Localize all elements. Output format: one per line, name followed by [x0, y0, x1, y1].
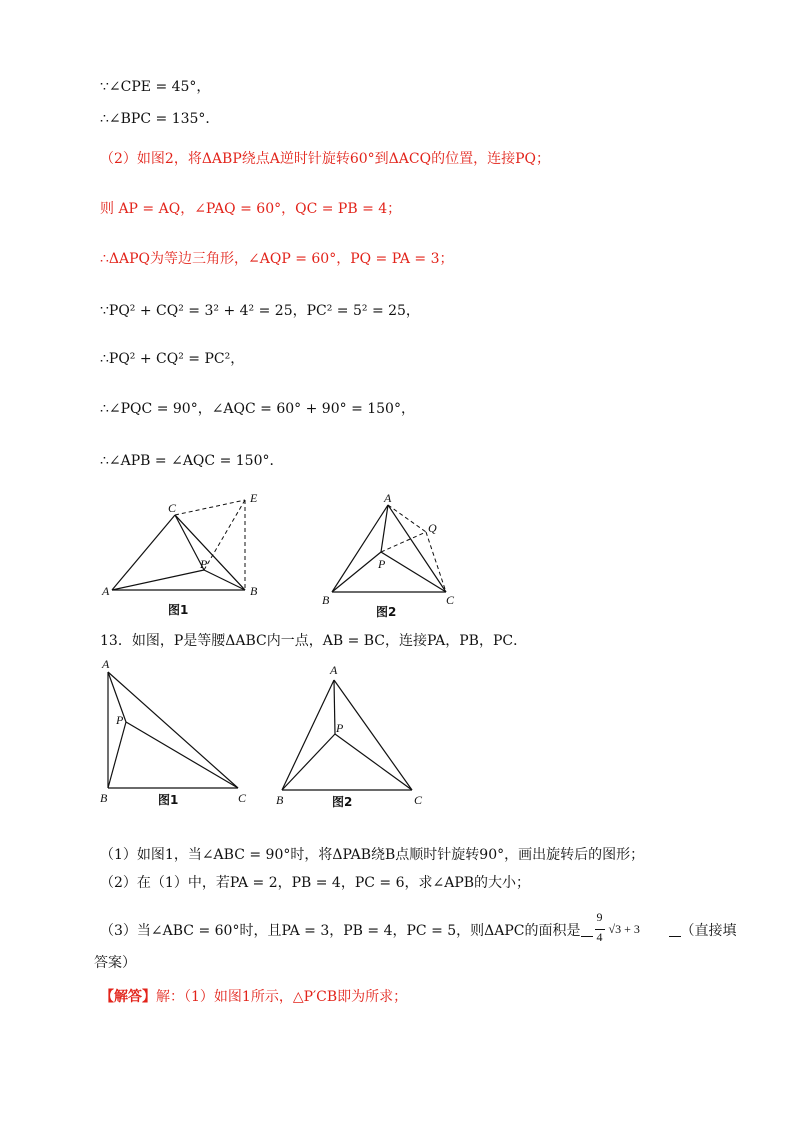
figure-caption: 图1 — [158, 793, 179, 806]
label-a: A — [384, 491, 392, 505]
label-c: C — [414, 793, 423, 807]
answer-blank-right — [669, 924, 681, 937]
line-part2-intro: （2）如图2，将ΔABP绕点A逆时针旋转60°到ΔACQ的位置，连接PQ； — [100, 151, 550, 167]
question-13-part3-text: （3）当∠ABC = 60°时，且PA = 3，PB = 4，PC = 5，则ΔAPC的面积是 — [100, 923, 581, 939]
label-b: B — [276, 793, 284, 807]
fraction-denominator: 4 — [596, 930, 603, 944]
line-cpe: ∵∠CPE = 45°， — [100, 79, 211, 95]
label-b: B — [322, 593, 330, 607]
question-13-part1: （1）如图1，当∠ABC = 90°时，将ΔPAB绕B点顺时针旋转90°，画出旋转后的图形； — [100, 847, 645, 863]
label-c: C — [446, 593, 455, 607]
label-a: A — [102, 657, 110, 671]
label-p: P — [116, 713, 124, 727]
question-13-part2: （2）在（1）中，若PA = 2，PB = 4，PC = 6，求∠APB的大小； — [100, 875, 531, 891]
answer-text: 解：（1）如图1所示，△P′CB即为所求； — [156, 989, 408, 1005]
label-a: A — [330, 663, 338, 677]
label-q: Q — [428, 521, 437, 535]
line-part2-equal: 则 AP = AQ，∠PAQ = 60°，QC = PB = 4； — [100, 201, 402, 217]
label-c: C — [238, 791, 247, 805]
fraction-rest: √3 + 3 — [608, 922, 640, 936]
line-bpc: ∴∠BPC = 135°． — [100, 111, 220, 127]
line-part2-angles: ∴∠PQC = 90°，∠AQC = 60° + 90° = 150°， — [100, 401, 415, 417]
label-e: E — [250, 491, 258, 505]
question-13-part3 — [100, 910, 737, 944]
line-part2-squares: ∵PQ² + CQ² = 3² + 4² = 25，PC² = 5² = 25， — [100, 303, 420, 319]
question-13: 13．如图，P是等腰ΔABC内一点，AB = BC，连接PA，PB，PC． — [100, 633, 528, 649]
answer-tag: 【解答】 — [100, 989, 156, 1005]
label-b: B — [250, 584, 258, 598]
label-c: C — [168, 501, 177, 515]
answer-fraction — [593, 910, 640, 944]
figure-caption: 图2 — [376, 605, 397, 619]
line-part2-pythagoras: ∴PQ² + CQ² = PC²， — [100, 351, 245, 367]
figure-2-top — [318, 490, 468, 624]
question-13-part3-suffix: （直接填 — [680, 923, 737, 939]
line-part2-equilateral: ∴ΔAPQ为等边三角形，∠AQP = 60°，PQ = PA = 3； — [100, 251, 454, 267]
label-p: P — [378, 557, 386, 571]
label-p: P — [200, 557, 208, 571]
label-p: P — [336, 721, 344, 735]
question-13-part3-cont: 答案） — [94, 955, 136, 971]
answer-blank-left — [581, 924, 593, 937]
label-b: B — [100, 791, 108, 805]
line-part2-result: ∴∠APB = ∠AQC = 150°． — [100, 453, 284, 469]
figure-caption: 图1 — [168, 603, 189, 617]
answer-line — [100, 988, 407, 1006]
fraction-numerator: 9 — [596, 910, 603, 924]
figure-1-top — [100, 488, 270, 622]
label-a: A — [102, 584, 110, 598]
figure-caption: 图2 — [332, 795, 353, 808]
figure-2-bottom — [272, 658, 432, 812]
figure-1-bottom — [98, 656, 258, 810]
